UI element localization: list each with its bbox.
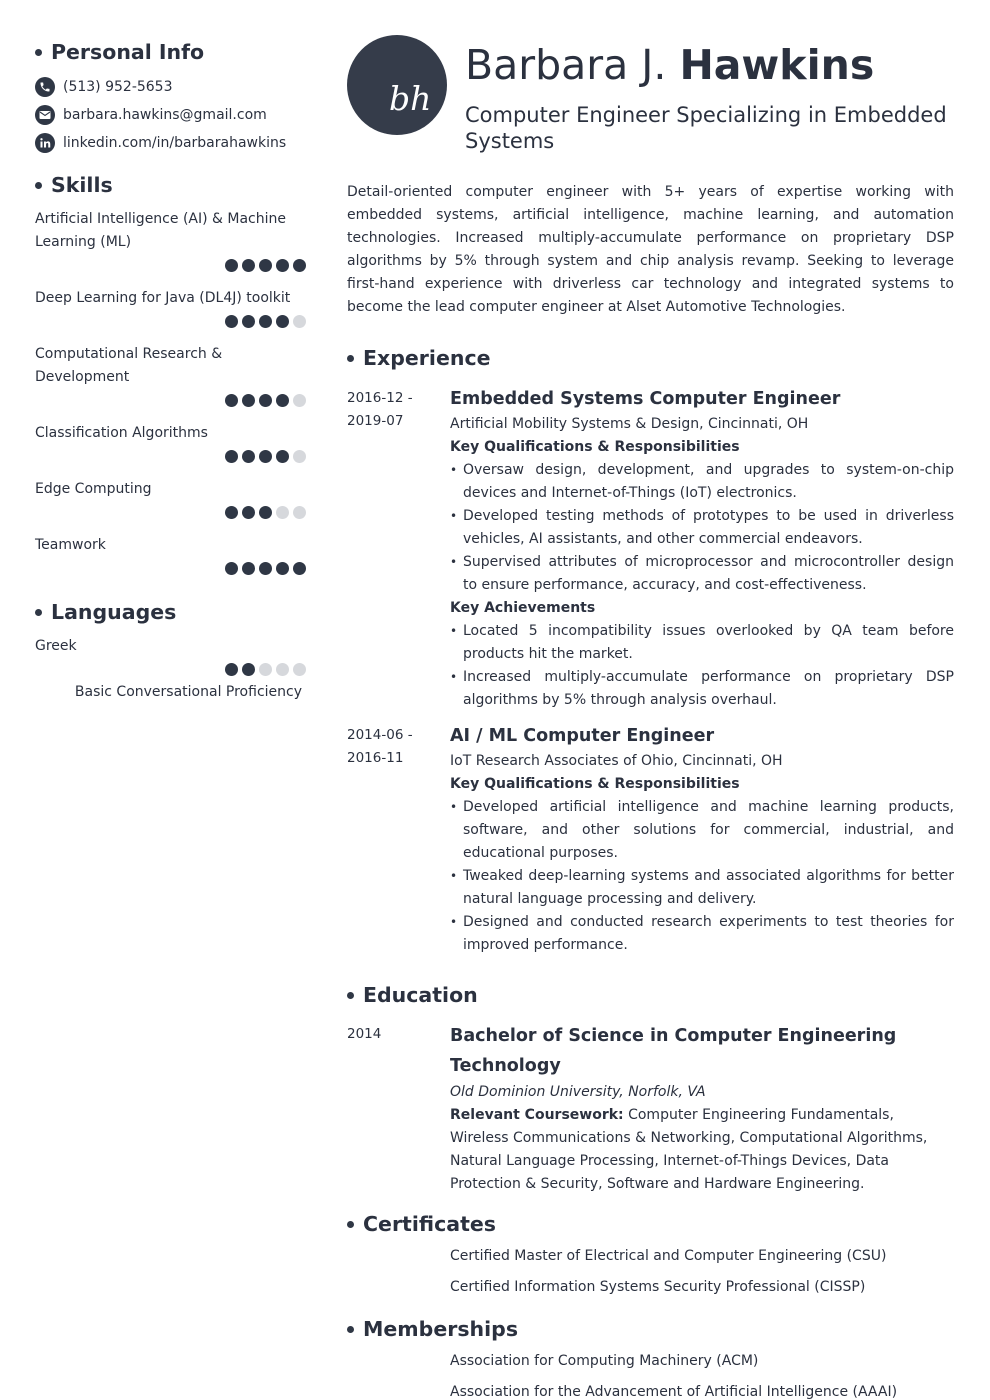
skills-list bbox=[35, 208, 307, 576]
list-item: Certified Master of Electrical and Computer Engineering (CSU) bbox=[450, 1248, 887, 1264]
rating-dot bbox=[259, 259, 272, 272]
skill-rating bbox=[35, 450, 307, 464]
rating-dot bbox=[293, 506, 306, 519]
skill-rating bbox=[35, 506, 307, 520]
rating-dot bbox=[242, 506, 255, 519]
job-title: AI / ML Computer Engineer bbox=[450, 726, 715, 746]
skill-item bbox=[35, 422, 307, 464]
phone-text[interactable]: (513) 952-5653 bbox=[63, 79, 173, 95]
skill-rating bbox=[35, 562, 307, 576]
avatar bbox=[347, 35, 447, 135]
resume-header bbox=[347, 35, 954, 154]
experience-heading: Experience bbox=[347, 344, 954, 372]
skill-rating bbox=[35, 394, 307, 408]
rating-dot bbox=[293, 394, 306, 407]
skill-rating bbox=[35, 259, 307, 273]
main-content bbox=[347, 35, 954, 1400]
job-entry bbox=[347, 724, 954, 957]
skill-item bbox=[35, 478, 307, 520]
monogram: bh bbox=[389, 79, 432, 118]
rating-dot bbox=[276, 663, 289, 676]
skill-rating bbox=[35, 315, 307, 329]
email-text[interactable]: barbara.hawkins@gmail.com bbox=[63, 107, 267, 123]
rating-dot bbox=[225, 394, 238, 407]
rating-dot bbox=[259, 506, 272, 519]
degree: Bachelor of Science in Computer Engineering Technology bbox=[450, 1026, 897, 1076]
languages-list bbox=[35, 635, 307, 700]
language-level: Basic Conversational Proficiency bbox=[74, 684, 302, 700]
last-name: Hawkins bbox=[679, 41, 875, 89]
summary: Detail-oriented computer engineer with 5+ years of expertise working with embedded systems, artificial intelligence, machine learning, and automation technologies. Increased multiply-accumulate performance on proprietary DSP algorithms by 5% through system and chip analysis revamp. Seeking to leverage first-hand experience with driverless car technology and integrated systems to become the lead computer engineer at Alset Automotive Technologies. bbox=[347, 184, 954, 315]
job-headline: Computer Engineer Specializing in Embedded Systems bbox=[465, 103, 947, 153]
rating-dot bbox=[259, 315, 272, 328]
qualifications-list bbox=[450, 459, 954, 597]
sidebar bbox=[35, 38, 307, 700]
rating-dot bbox=[276, 506, 289, 519]
qualifications-list bbox=[450, 796, 954, 957]
rating-dot bbox=[293, 450, 306, 463]
rating-dot bbox=[293, 315, 306, 328]
contact-email bbox=[35, 101, 307, 129]
rating-dot bbox=[225, 562, 238, 575]
skill-item bbox=[35, 534, 307, 576]
bullet-dot bbox=[347, 1326, 354, 1333]
list-item: • Located 5 incompatibility issues overlooked by QA team before products hit the market. bbox=[450, 620, 954, 666]
list-item: Association for the Advancement of Artificial Intelligence (AAAI) bbox=[450, 1384, 898, 1400]
skill-name: Artificial Intelligence (AI) & Machine Learning (ML) bbox=[35, 211, 286, 250]
coursework bbox=[450, 1104, 954, 1196]
school: Old Dominion University, Norfolk, VA bbox=[450, 1084, 706, 1100]
education-body bbox=[450, 1021, 954, 1196]
rating-dot bbox=[242, 259, 255, 272]
rating-dot bbox=[259, 450, 272, 463]
list-item: • Tweaked deep-learning systems and associated algorithms for better natural language processing and delivery. bbox=[450, 865, 954, 911]
personal-info-heading: Personal Info bbox=[35, 38, 307, 66]
language-name: Greek bbox=[35, 638, 77, 654]
certificates-heading: Certificates bbox=[347, 1210, 954, 1238]
list-item: • Developed testing methods of prototypes to be used in driverless vehicles, AI assistants, and other commercial endeavors. bbox=[450, 505, 954, 551]
contact-linkedin bbox=[35, 129, 307, 157]
list-item: Association for Computing Machinery (ACM) bbox=[450, 1353, 759, 1369]
name-block bbox=[465, 35, 954, 154]
full-name bbox=[465, 41, 954, 89]
list-item: • Oversaw design, development, and upgrades to system-on-chip devices and Internet-of-Things (IoT) electronics. bbox=[450, 459, 954, 505]
job-body bbox=[450, 724, 954, 957]
rating-dot bbox=[276, 394, 289, 407]
skill-name: Edge Computing bbox=[35, 481, 152, 497]
skill-name: Classification Algorithms bbox=[35, 425, 208, 441]
skill-name: Deep Learning for Java (DL4J) toolkit bbox=[35, 290, 291, 306]
certificates-list bbox=[450, 1241, 954, 1303]
company: Artificial Mobility Systems & Design, Cincinnati, OH bbox=[450, 416, 809, 432]
rating-dot bbox=[242, 450, 255, 463]
rating-dot bbox=[225, 663, 238, 676]
job-dates: 2014-06 - 2016-11 bbox=[347, 727, 413, 766]
list-item: • Increased multiply-accumulate performance on proprietary DSP algorithms by 5% through analysis overhaul. bbox=[450, 666, 954, 712]
job-body bbox=[450, 387, 954, 712]
rating-dot bbox=[225, 315, 238, 328]
skill-item bbox=[35, 208, 307, 273]
first-name: Barbara J. bbox=[465, 41, 667, 89]
bullet-dot bbox=[347, 1221, 354, 1228]
rating-dot bbox=[276, 315, 289, 328]
rating-dot bbox=[293, 562, 306, 575]
achievements-list bbox=[450, 620, 954, 712]
rating-dot bbox=[259, 562, 272, 575]
bullet-dot bbox=[347, 355, 354, 362]
bullet-dot bbox=[35, 182, 42, 189]
list-item: Certified Information Systems Security Professional (CISSP) bbox=[450, 1279, 866, 1295]
skill-item bbox=[35, 343, 307, 408]
rating-dot bbox=[225, 506, 238, 519]
skill-name: Teamwork bbox=[35, 537, 106, 553]
rating-dot bbox=[276, 450, 289, 463]
rating-dot bbox=[225, 450, 238, 463]
coursework-label: Relevant Coursework: bbox=[450, 1107, 624, 1123]
list-item: • Designed and conducted research experiments to test theories for improved performance. bbox=[450, 911, 954, 957]
rating-dot bbox=[242, 394, 255, 407]
memberships-heading: Memberships bbox=[347, 1315, 954, 1343]
rating-dot bbox=[242, 315, 255, 328]
list-item: • Supervised attributes of microprocessor and microcontroller design to ensure performance, accuracy, and cost-effectiveness. bbox=[450, 551, 954, 597]
contact-phone bbox=[35, 73, 307, 101]
contact-list bbox=[35, 73, 307, 157]
job-entry bbox=[347, 387, 954, 712]
language-rating bbox=[35, 663, 307, 677]
education-year: 2014 bbox=[347, 1026, 382, 1042]
bullet-dot bbox=[347, 992, 354, 999]
rating-dot bbox=[242, 663, 255, 676]
rating-dot bbox=[293, 259, 306, 272]
company: IoT Research Associates of Ohio, Cincinnati, OH bbox=[450, 753, 783, 769]
rating-dot bbox=[225, 259, 238, 272]
qualifications-heading: Key Qualifications & Responsibilities bbox=[450, 439, 740, 455]
bullet-dot bbox=[35, 49, 42, 56]
rating-dot bbox=[293, 663, 306, 676]
education-entry bbox=[347, 1021, 954, 1196]
skills-heading: Skills bbox=[35, 171, 307, 199]
rating-dot bbox=[242, 562, 255, 575]
skill-name: Computational Research & Development bbox=[35, 346, 223, 385]
phone-icon bbox=[35, 77, 55, 97]
rating-dot bbox=[259, 394, 272, 407]
memberships-list bbox=[450, 1346, 954, 1400]
list-item: • Developed artificial intelligence and machine learning products, software, and other solutions for commercial, industrial, and educational purposes. bbox=[450, 796, 954, 865]
skill-item bbox=[35, 287, 307, 329]
bullet-dot bbox=[35, 609, 42, 616]
envelope-icon bbox=[35, 105, 55, 125]
linkedin-text[interactable]: linkedin.com/in/barbarahawkins bbox=[63, 135, 287, 151]
rating-dot bbox=[259, 663, 272, 676]
job-dates: 2016-12 - 2019-07 bbox=[347, 390, 413, 429]
job-title: Embedded Systems Computer Engineer bbox=[450, 389, 841, 409]
rating-dot bbox=[276, 259, 289, 272]
languages-heading: Languages bbox=[35, 598, 307, 626]
linkedin-icon bbox=[35, 133, 55, 153]
language-item bbox=[35, 635, 307, 700]
coursework-text: Computer Engineering Fundamentals, Wireless Communications & Networking, Computational Algorithms, Natural Language Processing, Internet-of-Things Devices, Data Protection & Security, Software and Hardware Engineering. bbox=[450, 1107, 928, 1192]
rating-dot bbox=[276, 562, 289, 575]
education-heading: Education bbox=[347, 981, 954, 1009]
achievements-heading: Key Achievements bbox=[450, 600, 596, 616]
qualifications-heading: Key Qualifications & Responsibilities bbox=[450, 776, 740, 792]
